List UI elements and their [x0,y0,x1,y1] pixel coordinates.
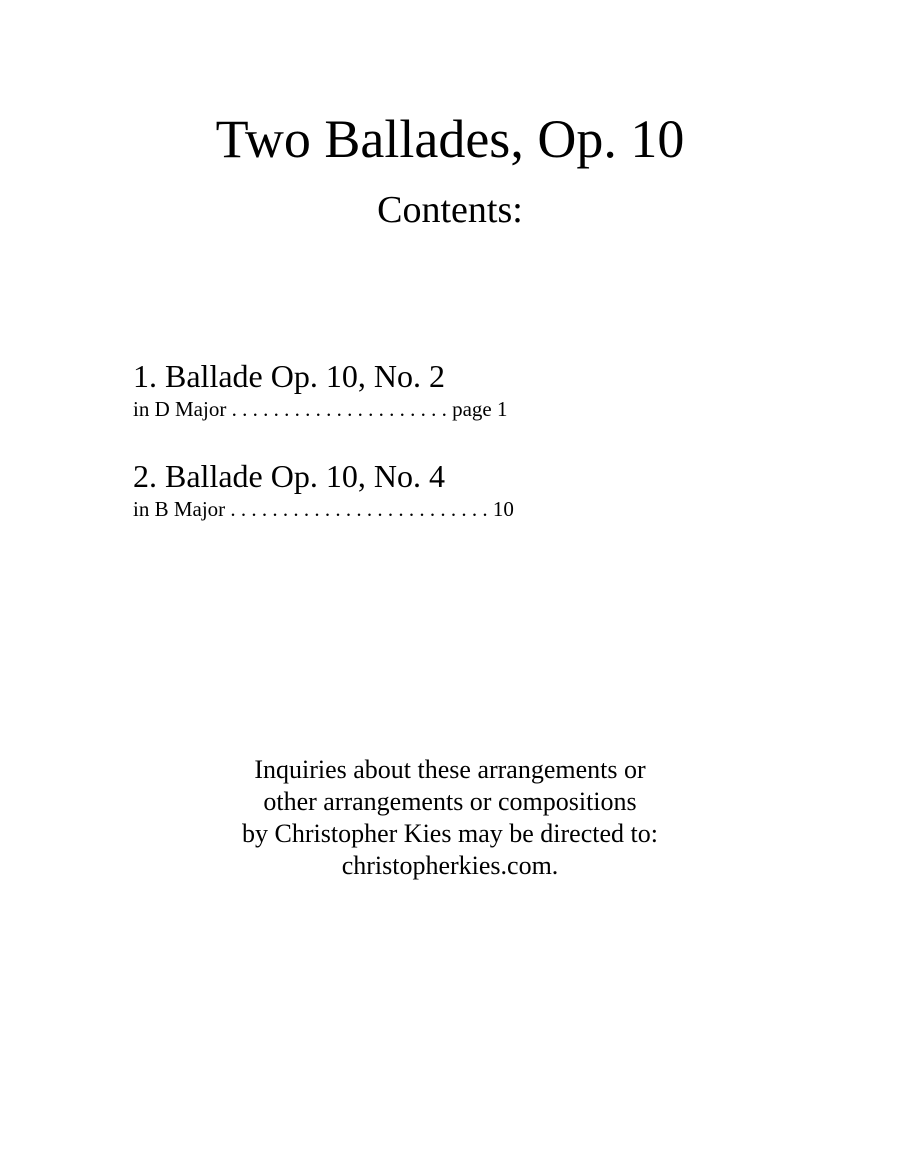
toc-key-page-line: in D Major . . . . . . . . . . . . . . . . . . . . . page 1 [133,397,508,421]
contents-heading: Contents: [377,189,523,231]
inquiries-line-2: other arrangements or compositions [263,787,637,816]
inquiries-note [0,754,900,882]
page-title: Two Ballades, Op. 10 [215,109,685,169]
toc-key-page-line: in B Major . . . . . . . . . . . . . . . . . . . . . . . . . 10 [133,497,514,521]
inquiries-line-4: christopherkies.com. [341,851,559,880]
toc-entry-2 [133,456,833,522]
inquiries-line-1: Inquiries about these arrangements or [254,755,646,784]
toc-piece-title: 1. Ballade Op. 10, No. 2 [133,358,445,394]
toc-piece-title: 2. Ballade Op. 10, No. 4 [133,458,445,494]
inquiries-line-3: by Christopher Kies may be directed to: [242,819,658,848]
toc-entry-1 [133,356,833,422]
